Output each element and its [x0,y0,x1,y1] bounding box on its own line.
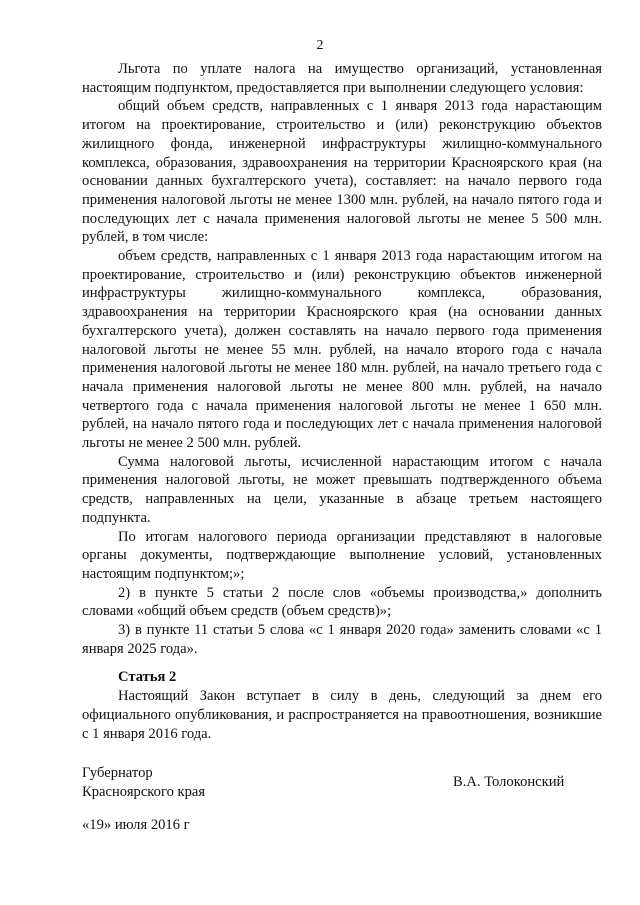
paragraph-reporting: По итогам налогового периода организации представляют в налоговые органы документы, подтверждающие выполнение условий, установленных настоящим подпунктом;»; [82,528,602,582]
signatory-name: В.А. Толоконский [453,774,565,790]
paragraph-amendment-3: 3) в пункте 11 статьи 5 слова «с 1 января 2020 года» заменить словами «с 1 января 2025 года». [82,622,602,657]
signatory-title-line2: Красноярского края [82,784,206,800]
paragraph-infrastructure-funds: объем средств, направленных с 1 января 2013 года нарастающим итогом на проектирование, строительство и (или) реконструкцию объектов инженерной инфраструктуры жилищно-коммунального комплекса, образования, здравоохранения на территории Красноярского края (на основании данных бухгалтерского учета), должен составлять на начало первого года применения налоговой льготы не менее 55 млн. рублей, на начало второго года с начала применения налоговой льготы не менее 180 млн. рублей, на начало третьего года с начала применения налоговой льготы не менее 800 млн. рублей, на начало четвертого года с начала применения налоговой льготы не менее 1 650 млн. рублей, на начало пятого года и последующих лет с начала применения налоговой льготы не менее 2 500 млн. рублей. [82,248,602,452]
paragraph-amendment-2: 2) в пункте 5 статьи 2 после слов «объемы производства,» дополнить словами «общий объем средств (объем средств)»; [82,584,602,620]
article-heading: Статья 2 [118,669,177,685]
signatory-title [82,764,205,802]
paragraph-total-funds: общий объем средств, направленных с 1 января 2013 года нарастающим итогом на проектирование, строительство и (или) реконструкцию объектов жилищного фонда, инженерной инфраструктуры жилищно-коммунального комплекса, образования, здравоохранения на территории Красноярского края (на основании данных бухгалтерского учета), составляет: на начало первого года применения налоговой льготы не менее 1300 млн. рублей, на начало пятого года и последующих лет с начала применения налоговой льготы не менее 5 500 млн. рублей, в том числе: [82,98,602,246]
paragraph-benefit-condition: Льгота по уплате налога на имущество организаций, установленная настоящим подпунктом, предоставляется при выполнении следующего условия: [82,61,602,96]
paragraph-benefit-amount: Сумма налоговой льготы, исчисленной нарастающим итогом с начала применения налоговой льготы, не может превышать подтвержденного объема средств, направленных на цели, указанные в абзаце третьем настоящего подпункта. [82,453,602,526]
page-number: 2 [316,38,324,53]
document-body [82,60,602,659]
article-text: Настоящий Закон вступает в силу в день, следующий за днем его официального опубликования, и распространяется на правоотношения, возникшие с 1 января 2016 года. [82,688,602,742]
signatory-title-line1: Губернатор [82,765,153,781]
signing-date: «19» июля 2016 г [82,817,190,833]
